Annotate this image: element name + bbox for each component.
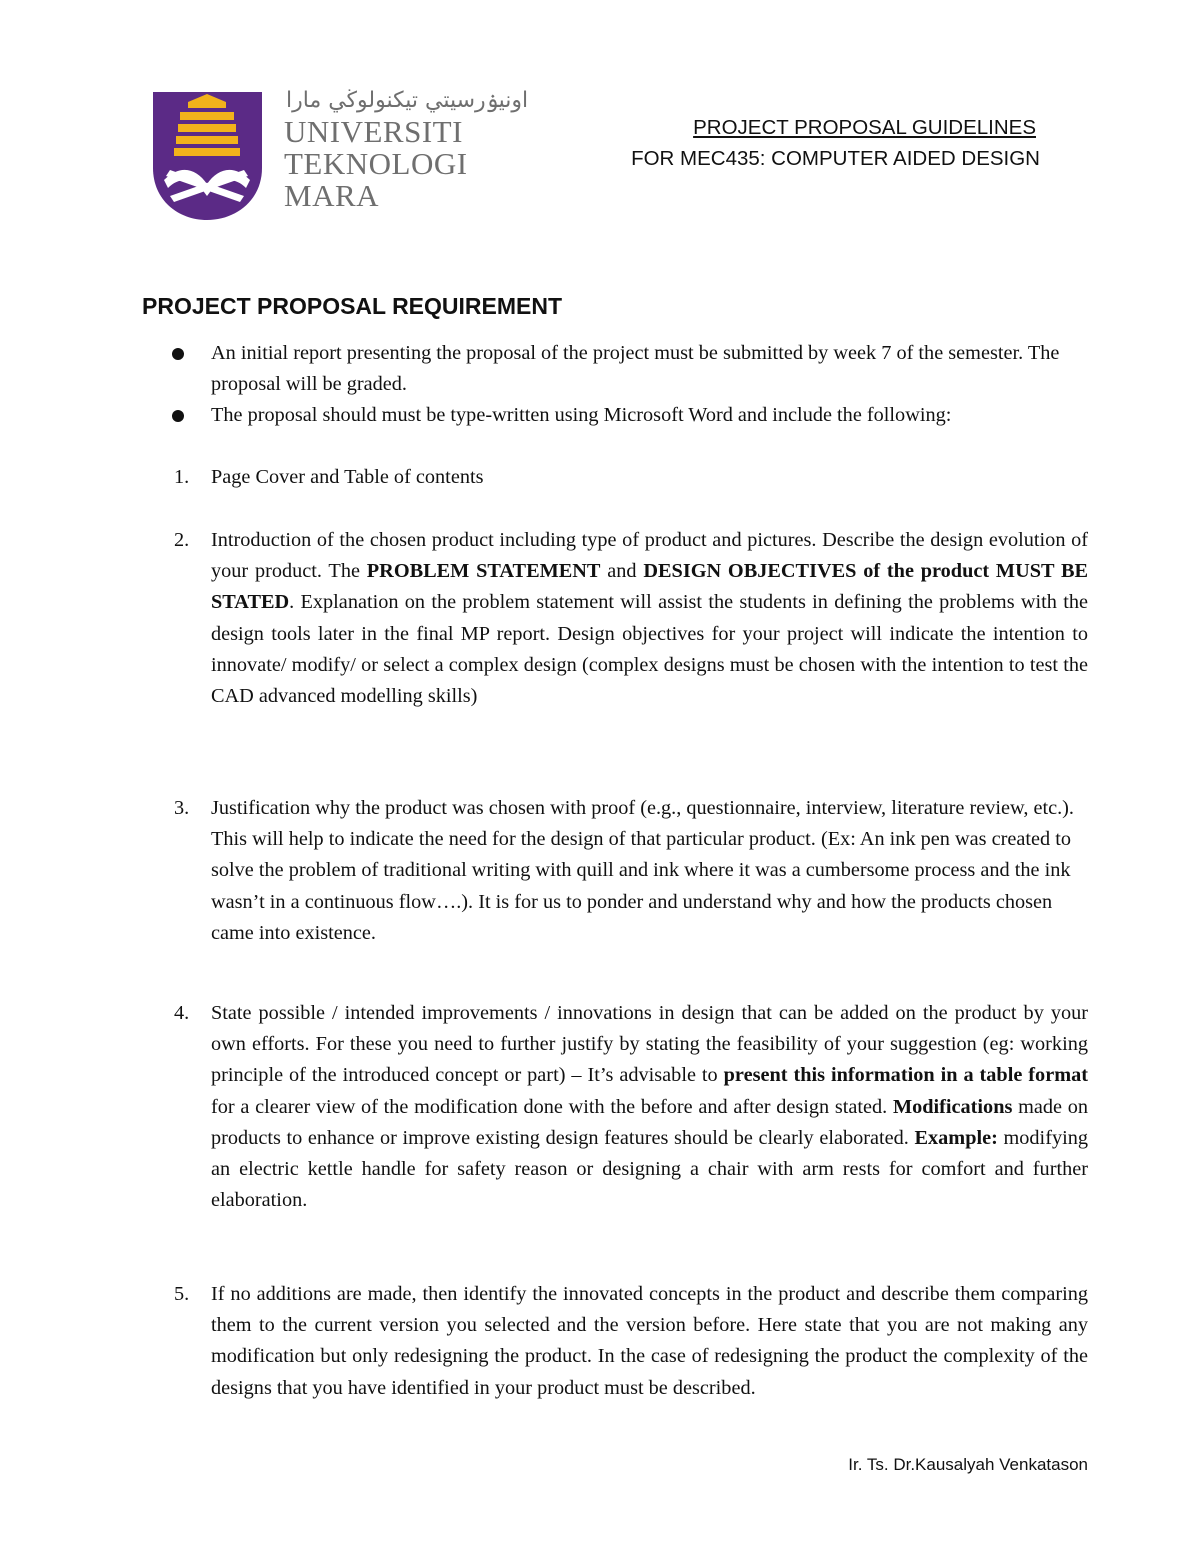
item-text: Justification why the product was chosen with proof (e.g., questionnaire, interview, literature review, etc.). This will help to indicate the need for the design of that particular product. (Ex: An ink pen was created to solve the problem of traditional writing with quill and ink where it was a cumbersome process and the ink wasn’t in a continuous flow….). It is for us to ponder and understand why and how the products chosen came into existence.: [211, 797, 1074, 944]
item-text: State possible / intended improvements / innovations in design that can be added on the product by your own efforts. For these you need to further justify by stating the feasibility of your suggestion (eg: working principle of the introduced concept or part) – It’s advisable to present this information in a table format for a clearer view of the modification done with the before and after design stated. Modifications made on products to enhance or improve existing design features should be clearly elaborated. Example: modifying an electric kettle handle for safety reason or designing a chair with arm rests for comfort and further elaboration.: [211, 1002, 1089, 1212]
section-title: PROJECT PROPOSAL REQUIREMENT: [142, 293, 563, 319]
item-text: Page Cover and Table of contents: [211, 466, 484, 488]
item-number: 1.: [174, 466, 190, 488]
logo-line-mara: MARA: [284, 178, 380, 213]
header-title-line2: FOR MEC435: COMPUTER AIDED DESIGN: [631, 147, 1040, 170]
bullet-icon: [172, 348, 184, 360]
bullet-text: An initial report presenting the proposal of the project must be submitted by week 7 of the semester. The proposal will be graded.: [211, 342, 1060, 396]
document-header: [560, 112, 1040, 174]
bullet-icon: [172, 410, 184, 422]
header-title-line1: PROJECT PROPOSAL GUIDELINES: [693, 116, 1036, 139]
bullet-text: The proposal should must be type-written using Microsoft Word and include the following:: [211, 404, 952, 426]
logo-wordmark: [284, 116, 468, 212]
logo-arabic-text: اونيۏرسيتي تيكنولوڬي مارا: [286, 88, 529, 113]
author-footer: Ir. Ts. Dr.Kausalyah Venkatason: [848, 1455, 1088, 1474]
logo-line-universiti: UNIVERSITI: [284, 114, 463, 149]
university-logo: [150, 88, 529, 222]
item-text: Introduction of the chosen product including type of product and pictures. Describe the design evolution of your product. The PROBLEM STATEMENT and DESIGN OBJECTIVES of the product MUST BE STATED. Explanation on the problem statement will assist the students in defining the problems with the design tools later in the final MP report. Design objectives for your project will indicate the intention to innovate/ modify/ or select a complex design (complex designs must be chosen with the intention to test the CAD advanced modelling skills): [211, 529, 1089, 708]
item-number: 4.: [174, 1002, 190, 1024]
item-number: 3.: [174, 797, 190, 819]
item-text: If no additions are made, then identify the innovated concepts in the product and describe them comparing them to the current version you selected and the version before. Here state that you are not making any modification but only redesigning the product. In the case of redesigning the product the complexity of the designs that you have identified in your product must be described.: [211, 1283, 1088, 1399]
uitm-emblem-icon: [150, 88, 270, 222]
item-number: 2.: [174, 529, 190, 551]
logo-line-teknologi: TEKNOLOGI: [284, 146, 468, 181]
item-number: 5.: [174, 1283, 190, 1305]
